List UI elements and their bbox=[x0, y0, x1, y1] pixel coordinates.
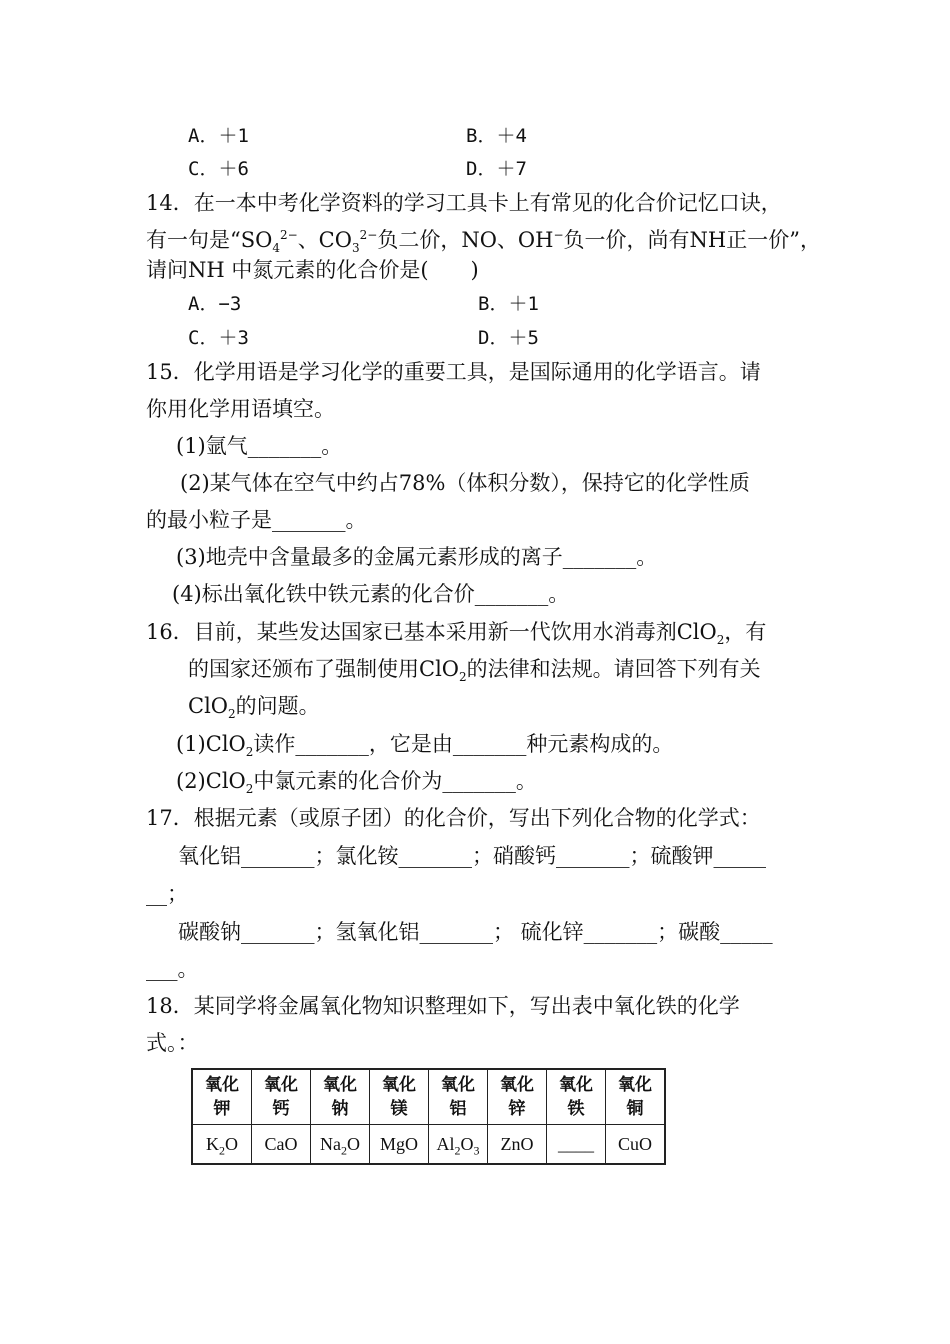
q17-line-2: 氧化铝_______；氯化铵_______；硝酸钙_______；硫酸钾_____ bbox=[178, 844, 766, 868]
formula-na2o: $Na_2O$ bbox=[311, 1125, 370, 1165]
q17-line-3: __； bbox=[146, 882, 188, 906]
q13-option-d: D．＋7 bbox=[466, 158, 527, 180]
q17-line-5: ___。 bbox=[146, 957, 199, 981]
q15-part-1: (1)氩气_______。 bbox=[176, 434, 343, 458]
q15-line-1: 15．化学用语是学习化学的重要工具，是国际通用的化学语言。请 bbox=[146, 360, 761, 384]
oxide-name-cell: 氧化 铜 bbox=[606, 1069, 666, 1125]
q16-part-2: (2)ClO$_2$中氯元素的化合价为_______。 bbox=[176, 769, 537, 797]
q16-line-1: 16．目前，某些发达国家已基本采用新一代饮用水消毒剂ClO$_2$，有 bbox=[146, 620, 767, 648]
oxide-name-cell: 氧化 钾 bbox=[192, 1069, 252, 1125]
q16-part-1: (1)ClO$_2$读作_______，它是由_______种元素构成的。 bbox=[176, 732, 674, 760]
q17-line-1: 17．根据元素（或原子团）的化合价，写出下列化合物的化学式： bbox=[146, 806, 761, 830]
q13-option-b: B．＋4 bbox=[466, 125, 527, 147]
q15-line-2: 你用化学用语填空。 bbox=[146, 397, 335, 421]
q14-option-a: A．−3 bbox=[188, 293, 242, 315]
q15-part-2a: (2)某气体在空气中约占78%（体积分数），保持它的化学性质 bbox=[180, 471, 750, 495]
q15-part-3: (3)地壳中含量最多的金属元素形成的离子_______。 bbox=[176, 545, 658, 569]
q14-option-c: C．＋3 bbox=[188, 327, 249, 349]
oxide-name-cell: 氧化 镁 bbox=[370, 1069, 429, 1125]
q14-line-3: 请问NH 中氮元素的化合价是( ) bbox=[146, 258, 479, 282]
formula-cao: CaO bbox=[252, 1125, 311, 1165]
formula-al2o3: $Al_2O_3$ bbox=[429, 1125, 488, 1165]
q18-line-1: 18．某同学将金属氧化物知识整理如下，写出表中氧化铁的化学 bbox=[146, 994, 740, 1018]
q14-option-b: B．＋1 bbox=[478, 293, 539, 315]
oxide-name-row bbox=[192, 1069, 665, 1125]
formula-iron-oxide-blank: ____ bbox=[547, 1125, 606, 1165]
q13-option-c: C．＋6 bbox=[188, 158, 249, 180]
q13-option-a: A．＋1 bbox=[188, 125, 249, 147]
q14-line-2: 有一句是“$SO_4^{2-}$、$CO_3^{2-}$负二价，NO、OH−负一价，尚有NH正一价”， bbox=[146, 228, 821, 256]
q16-line-2: 的国家还颁布了强制使用ClO$_2$的法律和法规。请回答下列有关 bbox=[188, 657, 761, 685]
q16-line-3: ClO$_2$的问题。 bbox=[188, 694, 320, 722]
formula-zno: ZnO bbox=[488, 1125, 547, 1165]
formula-cuo: CuO bbox=[606, 1125, 666, 1165]
oxide-name-cell: 氧化 铝 bbox=[429, 1069, 488, 1125]
oxide-table bbox=[191, 1068, 666, 1165]
oxide-name-cell: 氧化 锌 bbox=[488, 1069, 547, 1125]
q14-line-1: 14．在一本中考化学资料的学习工具卡上有常见的化合价记忆口诀， bbox=[146, 191, 782, 215]
q17-line-4: 碳酸钠_______；氢氧化铝_______； 硫化锌_______；碳酸_____ bbox=[178, 920, 773, 944]
q15-part-4: (4)标出氧化铁中铁元素的化合价_______。 bbox=[172, 582, 570, 606]
oxide-name-cell: 氧化 钠 bbox=[311, 1069, 370, 1125]
formula-k2o: $K_2O$ bbox=[192, 1125, 252, 1165]
q18-line-2: 式。： bbox=[146, 1031, 199, 1055]
oxide-formula-row bbox=[192, 1125, 665, 1165]
oxide-name-cell: 氧化 铁 bbox=[547, 1069, 606, 1125]
q15-part-2b: 的最小粒子是_______。 bbox=[146, 508, 367, 532]
oxide-name-cell: 氧化 钙 bbox=[252, 1069, 311, 1125]
q14-option-d: D．＋5 bbox=[478, 327, 539, 349]
formula-mgo: MgO bbox=[370, 1125, 429, 1165]
